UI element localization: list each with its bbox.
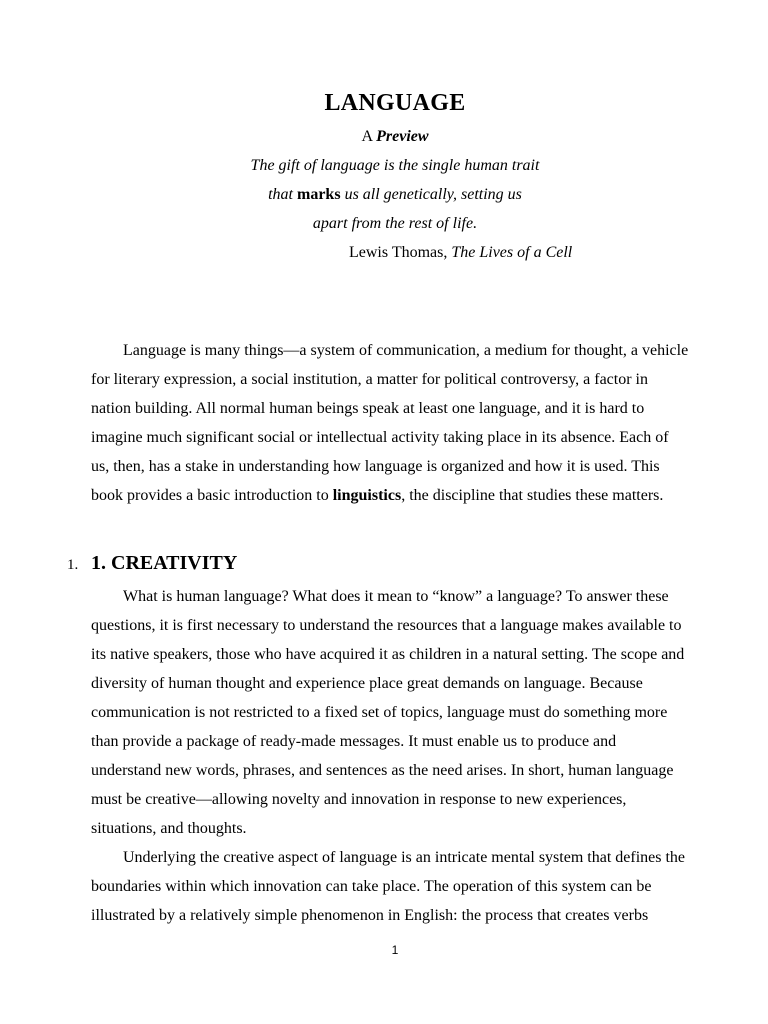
subtitle-prefix: A (361, 128, 377, 145)
body-line: must be creative—allowing novelty and innovation in response to new experiences, (91, 791, 627, 808)
epigraph-line-1: The gift of language is the single human trait (250, 157, 540, 174)
body-line: communication is not restricted to a fixed set of topics, language must do something more (91, 704, 668, 721)
intro-line: imagine much significant social or intellectual activity taking place in its absence. Each of (91, 429, 669, 446)
body-line: boundaries within which innovation can take place. The operation of this system can be (91, 878, 652, 895)
document-title: LANGUAGE (324, 90, 466, 116)
body-line: its native speakers, those who have acquired it as children in a natural setting. The scope and (91, 646, 685, 663)
intro-line: us, then, has a stake in understanding how language is organized and how it is used. This (91, 458, 660, 475)
body-line: than provide a package of ready-made messages. It must enable us to produce and (91, 733, 617, 750)
epigraph-bold-word: marks (297, 186, 341, 203)
page-number: 1 (391, 943, 399, 957)
subtitle-emphasis: Preview (376, 128, 429, 145)
attribution-author: Lewis Thomas, (349, 244, 452, 261)
section-heading (67, 552, 237, 575)
intro-last-pre: book provides a basic introduction to (91, 487, 333, 504)
intro-last-post: , the discipline that studies these matters. (401, 487, 664, 504)
epigraph-line-2-post: us all genetically, setting us (340, 186, 522, 203)
creativity-paragraph-2 (91, 843, 711, 930)
epigraph-line-2-pre: that (268, 186, 297, 203)
intro-paragraph (91, 336, 711, 510)
body-line: Underlying the creative aspect of language is an intricate mental system that defines the (123, 849, 686, 866)
body-line: What is human language? What does it mean to “know” a language? To answer these (123, 588, 669, 605)
list-number: 1. (67, 557, 79, 573)
body-line: questions, it is first necessary to understand the resources that a language makes available to (91, 617, 682, 634)
section-heading-text: 1. CREATIVITY (91, 552, 238, 574)
intro-line: for literary expression, a social institution, a matter for political controversy, a factor in (91, 371, 648, 388)
body-line: situations, and thoughts. (91, 820, 247, 837)
intro-line: nation building. All normal human beings speak at least one language, and it is hard to (91, 400, 645, 417)
linguistics-term: linguistics (332, 487, 402, 504)
body-line: understand new words, phrases, and sentences as the need arises. In short, human language (91, 762, 674, 779)
epigraph-line-3: apart from the rest of life. (312, 215, 478, 232)
epigraph-attribution (349, 244, 572, 262)
epigraph-line-2 (0, 186, 768, 204)
subtitle (0, 128, 768, 146)
attribution-work: The Lives of a Cell (451, 244, 573, 261)
body-line: diversity of human thought and experience place great demands on language. Because (91, 675, 643, 692)
creativity-paragraph-1 (91, 582, 711, 843)
intro-line: Language is many things—a system of communication, a medium for thought, a vehicle (123, 342, 689, 359)
intro-line-last (91, 481, 711, 510)
body-line: illustrated by a relatively simple phenomenon in English: the process that creates verbs (91, 907, 649, 924)
